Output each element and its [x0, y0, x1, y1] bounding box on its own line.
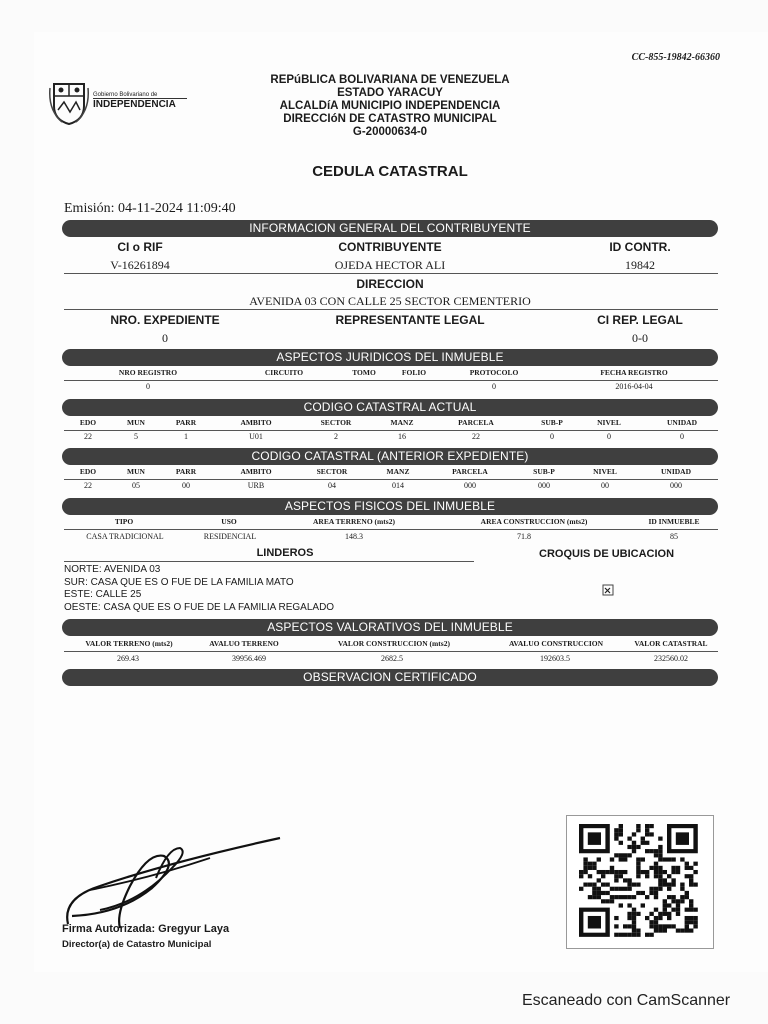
col-sector: SECTOR	[316, 467, 348, 476]
header-rif: G-20000634-0	[352, 126, 428, 138]
col-nro-registro: NRO REGISTRO	[118, 368, 178, 377]
col-edo: EDO	[79, 467, 97, 476]
section-valorativos: ASPECTOS VALORATIVOS DEL INMUEBLE	[62, 619, 718, 636]
col-sub-p: SUB-P	[533, 467, 555, 476]
col-avaluo-terreno: AVALUO TERRENO	[209, 639, 279, 648]
val-manz: 014	[392, 481, 404, 490]
val-nro-registro: 0	[146, 382, 150, 391]
codigo-anterior-header-row	[64, 467, 718, 479]
col-nivel: NIVEL	[593, 467, 617, 476]
section-juridicos: ASPECTOS JURIDICOS DEL INMUEBLE	[62, 349, 718, 366]
logo-text: INDEPENDENCIA	[93, 99, 176, 110]
croquis-label: CROQUIS DE UBICACION	[539, 548, 675, 560]
page-title: CEDULA CATASTRAL	[312, 163, 468, 180]
juridicos-header-row	[64, 368, 718, 380]
valorativos-header-row	[64, 639, 718, 651]
divider	[64, 529, 718, 530]
section-fisicos: ASPECTOS FISICOS DEL INMUEBLE	[62, 498, 718, 515]
col-tomo: TOMO	[352, 368, 376, 377]
contributor-label: CONTRIBUYENTE	[338, 240, 442, 254]
val-edo: 22	[84, 432, 92, 441]
document-header	[230, 74, 550, 139]
divider	[64, 561, 474, 562]
codigo-anterior-value-row	[64, 481, 718, 493]
linderos-label: LINDEROS	[256, 547, 314, 559]
col-tipo: TIPO	[114, 517, 134, 526]
ci-label: CI o RIF	[117, 240, 163, 254]
juridicos-value-row	[64, 382, 718, 394]
val-edo: 22	[84, 481, 92, 490]
col-manz: MANZ	[386, 467, 410, 476]
val-manz: 16	[398, 432, 406, 441]
val-avaluo-construccion: 192603.5	[540, 654, 570, 663]
logo-divider	[93, 98, 187, 99]
scanner-footer: Escaneado con CamScanner	[522, 992, 731, 1009]
linderos-list	[64, 564, 334, 614]
divider	[64, 273, 718, 274]
header-direccion: DIRECCIóN DE CATASTRO MUNICIPAL	[283, 113, 497, 125]
val-parcela: 000	[464, 481, 476, 490]
header-state: ESTADO YARACUY	[337, 87, 443, 99]
divider	[64, 430, 718, 431]
id-contr-label: ID CONTR.	[609, 240, 671, 254]
ci-rep-value: 0-0	[632, 331, 648, 345]
val-area-terreno: 148.3	[345, 532, 363, 541]
col-parcela: PARCELA	[458, 418, 494, 427]
fisicos-header-row	[64, 517, 718, 529]
coat-of-arms-icon	[48, 80, 90, 126]
lindero-norte: NORTE: AVENIDA 03	[64, 564, 161, 575]
contributor-value: OJEDA HECTOR ALI	[334, 258, 446, 272]
val-sector: 2	[334, 432, 338, 441]
col-uso: USO	[221, 517, 237, 526]
val-sub-p: 000	[538, 481, 550, 490]
section-general: INFORMACION GENERAL DEL CONTRIBUYENTE	[62, 220, 718, 237]
divider	[64, 651, 718, 652]
fisicos-value-row	[64, 532, 718, 544]
id-contr-value: 19842	[625, 258, 655, 272]
col-circuito: CIRCUITO	[264, 368, 304, 377]
val-nivel: 0	[607, 432, 611, 441]
col-fecha-registro: FECHA REGISTRO	[600, 368, 668, 377]
val-parr: 1	[184, 432, 188, 441]
val-tipo: CASA TRADICIONAL	[86, 532, 164, 541]
val-protocolo: 0	[492, 382, 496, 391]
col-valor-terreno: VALOR TERRENO (mts2)	[85, 639, 173, 648]
expediente-value: 0	[162, 331, 168, 345]
val-id-inmueble: 85	[670, 532, 678, 541]
signature-icon	[60, 828, 290, 938]
val-unidad: 000	[670, 481, 682, 490]
header-alcaldia: ALCALDíA MUNICIPIO INDEPENDENCIA	[279, 100, 501, 112]
val-uso: RESIDENCIAL	[203, 532, 257, 541]
col-area-terreno: AREA TERRENO (mts2)	[313, 517, 395, 526]
val-mun: 5	[134, 432, 138, 441]
divider	[64, 309, 718, 310]
val-valor-catastral: 232560.02	[654, 654, 688, 663]
divider	[64, 380, 718, 381]
val-ambito: U01	[249, 432, 263, 441]
divider	[64, 479, 718, 480]
document-code: CC-855-19842-66360	[631, 52, 720, 63]
val-nivel: 00	[601, 481, 609, 490]
ci-value: V-16261894	[110, 258, 170, 272]
address-value: AVENIDA 03 CON CALLE 25 SECTOR CEMENTERIO	[249, 294, 531, 308]
header-republic: REPúBLICA BOLIVARIANA DE VENEZUELA	[270, 74, 510, 86]
col-folio: FOLIO	[401, 368, 427, 377]
col-parr: PARR	[175, 418, 197, 427]
section-codigo-anterior: CODIGO CATASTRAL (ANTERIOR EXPEDIENTE)	[62, 448, 718, 465]
section-observacion: OBSERVACION CERTIFICADO	[62, 669, 718, 686]
col-avaluo-construccion: AVALUO CONSTRUCCION	[508, 639, 604, 648]
val-avaluo-terreno: 39956.469	[232, 654, 266, 663]
signature-name: Firma Autorizada: Gregyur Laya	[62, 923, 230, 935]
codigo-actual-header-row	[64, 418, 718, 430]
codigo-actual-value-row	[64, 432, 718, 444]
lindero-oeste: OESTE: CASA QUE ES O FUE DE LA FAMILIA REGALADO	[64, 601, 335, 613]
col-ambito: AMBITO	[240, 418, 272, 427]
lindero-sur: SUR: CASA QUE ES O FUE DE LA FAMILIA MATO	[64, 576, 294, 588]
col-area-construccion: AREA CONSTRUCCION (mts2)	[480, 517, 588, 526]
col-mun: MUN	[127, 418, 145, 427]
section-codigo-actual: CODIGO CATASTRAL ACTUAL	[62, 399, 718, 416]
col-nivel: NIVEL	[597, 418, 621, 427]
col-valor-construccion: VALOR CONSTRUCCION (mts2)	[338, 639, 450, 648]
rep-legal-label: REPRESENTANTE LEGAL	[335, 313, 485, 327]
val-area-construccion: 71.8	[517, 532, 531, 541]
val-parr: 00	[182, 481, 190, 490]
val-sub-p: 0	[550, 432, 554, 441]
col-sub-p: SUB-P	[541, 418, 563, 427]
col-unidad: UNIDAD	[661, 467, 691, 476]
val-valor-terreno: 269.43	[117, 654, 139, 663]
col-ambito: AMBITO	[240, 467, 272, 476]
col-manz: MANZ	[390, 418, 414, 427]
col-parcela: PARCELA	[452, 467, 488, 476]
ci-rep-label: CI REP. LEGAL	[597, 313, 683, 327]
broken-image-icon	[602, 583, 616, 595]
col-unidad: UNIDAD	[667, 418, 697, 427]
col-edo: EDO	[79, 418, 97, 427]
col-parr: PARR	[175, 467, 197, 476]
address-label: DIRECCION	[356, 277, 424, 291]
val-valor-construccion: 2682.5	[381, 654, 403, 663]
val-ambito: URB	[247, 481, 265, 490]
signature-title: Director(a) de Catastro Municipal	[62, 939, 212, 950]
val-parcela: 22	[472, 432, 480, 441]
val-mun: 05	[132, 481, 140, 490]
valorativos-value-row	[64, 654, 718, 666]
lindero-este: ESTE: CALLE 25	[64, 589, 142, 600]
qr-code	[566, 815, 714, 949]
emission-date: Emisión: 04-11-2024 11:09:40	[64, 201, 236, 216]
col-protocolo: PROTOCOLO	[469, 368, 519, 377]
expediente-label: NRO. EXPEDIENTE	[110, 313, 220, 327]
val-fecha-registro: 2016-04-04	[615, 382, 653, 391]
col-id-inmueble: ID INMUEBLE	[648, 517, 700, 526]
col-sector: SECTOR	[320, 418, 352, 427]
logo-caption: Gobierno Bolivariano de	[93, 92, 158, 98]
col-mun: MUN	[127, 467, 145, 476]
val-sector: 04	[328, 481, 336, 490]
val-unidad: 0	[680, 432, 684, 441]
col-valor-catastral: VALOR CATASTRAL	[634, 639, 708, 648]
